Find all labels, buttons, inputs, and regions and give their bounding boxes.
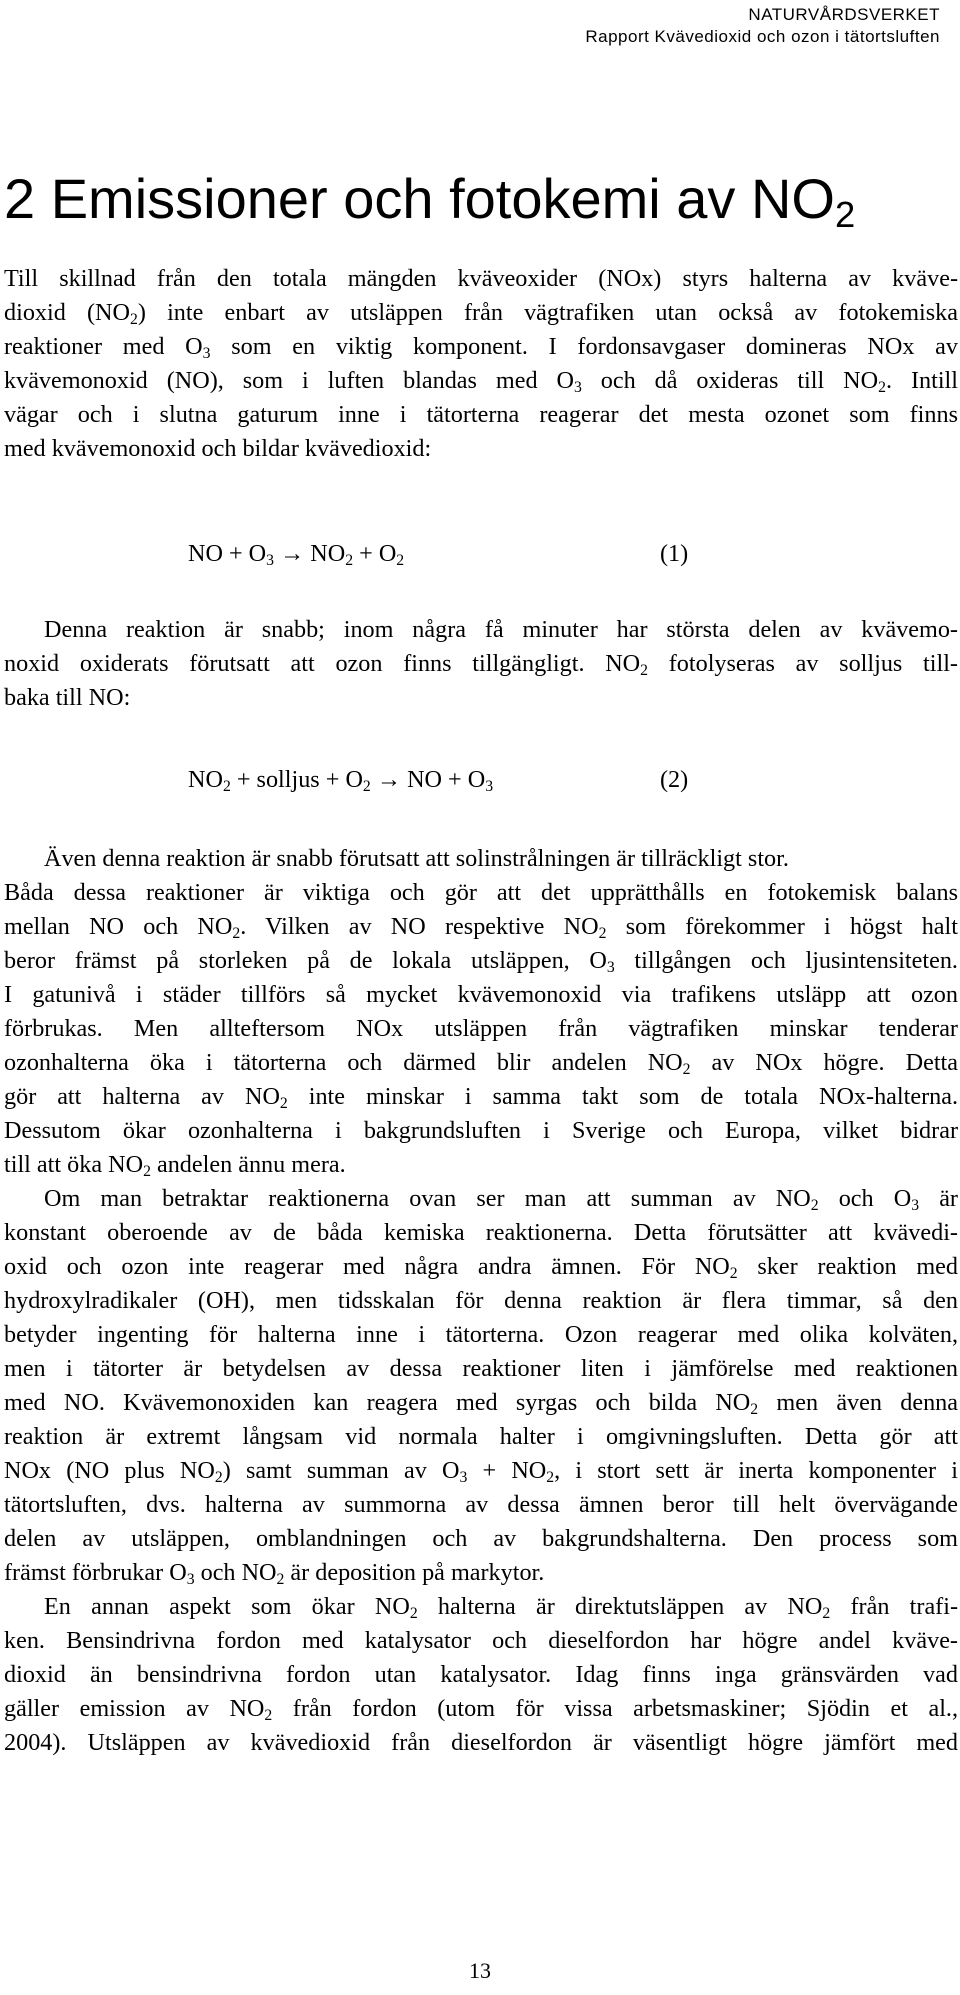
text-line: vägar och i slutna gaturum inne i tätorterna reagerar det mesta ozonet som finns <box>4 401 958 428</box>
running-header <box>585 4 940 48</box>
text-line: men i tätorter är betydelsen av dessa reaktioner liten i jämförelse med reaktionen <box>4 1355 958 1382</box>
equation-1-number: (1) <box>660 540 689 567</box>
text-line: I gatunivå i städer tillförs så mycket kvävemonoxid via trafikens utsläpp att ozon <box>4 981 958 1008</box>
text-line: förbrukas. Men allteftersom NOx utsläppen från vägtrafiken minskar tenderar <box>4 1015 958 1042</box>
text-line: hydroxylradikaler (OH), men tidsskalan för denna reaktion är flera timmar, så den <box>4 1287 958 1314</box>
text-line: mellan NO och $NO_2$. Vilken av NO respektive $NO_2$ som förekommer i högst halt <box>4 913 958 942</box>
text-line: betyder ingenting för halterna inne i tätorterna. Ozon reagerar med olika kolväten, <box>4 1321 958 1348</box>
text-line: NOx (NO plus $NO_2$) samt summan av $O_3 + NO_2$, i stort sett är inerta komponenter i <box>4 1457 958 1486</box>
equation-2: $NO_2$ + solljus + $O_2$ → NO + $O_3$ <box>188 766 494 795</box>
equation-2-number: (2) <box>660 766 689 793</box>
text-line: oxid och ozon inte reagerar med några andra ämnen. För $NO_2$ sker reaktion med <box>4 1253 958 1282</box>
text-line: delen av utsläppen, omblandningen och av bakgrundshalterna. Den process som <box>4 1525 958 1552</box>
text-line: konstant oberoende av de båda kemiska reaktionerna. Detta förutsätter att kvävedi- <box>4 1219 958 1246</box>
text-line: kvävemonoxid (NO), som i luften blandas med $O_3$ och då oxideras till $NO_2$. Intill <box>4 367 958 396</box>
text-line: baka till NO: <box>4 684 131 711</box>
heading-text: 2 Emissioner och fotokemi av NO <box>4 167 835 230</box>
text-line: ozonhalterna öka i tätorterna och därmed blir andelen $NO_2$ av NOx högre. Detta <box>4 1049 958 1078</box>
text-line: gör att halterna av $NO_2$ inte minskar i samma takt som de totala NOx-halterna. <box>4 1083 959 1112</box>
text-line: gäller emission av $NO_2$ från fordon (utom för vissa arbetsmaskiner; Sjödin et al., <box>4 1695 959 1724</box>
text-line: dioxid än bensindrivna fordon utan katalysator. Idag finns inga gränsvärden vad <box>4 1661 958 1688</box>
paragraph-1 <box>4 262 958 466</box>
text-line: främst förbrukar $O_3$ och $NO_2$ är deposition på markytor. <box>4 1559 545 1588</box>
text-line: beror främst på storleken på de lokala utsläppen, $O_3$ tillgången och ljusintensiteten. <box>4 947 958 976</box>
text-line: Om man betraktar reaktionerna ovan ser man att summan av $NO_2$ och $O_3$ är <box>44 1185 958 1214</box>
paragraph-5 <box>4 1590 958 1760</box>
text-line: En annan aspekt som ökar $NO_2$ halterna är direktutsläppen av $NO_2$ från trafi- <box>44 1593 959 1622</box>
section-heading <box>4 164 855 234</box>
header-report-title: Rapport Kvävedioxid och ozon i tätortsluften <box>585 27 940 46</box>
text-line: reaktioner med $O_3$ som en viktig komponent. I fordonsavgaser domineras NOx av <box>4 333 958 362</box>
text-line: med kvävemonoxid och bildar kvävedioxid: <box>4 435 432 462</box>
paragraph-3 <box>4 842 958 1182</box>
text-line: Dessutom ökar ozonhalterna i bakgrundsluften i Sverige och Europa, vilket bidrar <box>4 1117 958 1144</box>
heading-subscript: 2 <box>834 194 856 236</box>
text-line: Denna reaktion är snabb; inom några få minuter har största delen av kvävemo- <box>44 616 958 643</box>
text-line: ken. Bensindrivna fordon med katalysator och dieselfordon har högre andel kväve- <box>4 1627 958 1654</box>
page-number: 13 <box>469 1958 491 1983</box>
text-line: 2004). Utsläppen av kvävedioxid från dieselfordon är väsentligt högre jämfört med <box>4 1729 958 1756</box>
paragraph-4 <box>4 1182 958 1590</box>
paragraph-2 <box>4 613 958 715</box>
text-line: Även denna reaktion är snabb förutsatt att solinstrålningen är tillräckligt stor. <box>44 845 789 872</box>
text-line: Till skillnad från den totala mängden kväveoxider (NOx) styrs halterna av kväve- <box>4 265 958 292</box>
text-line: till att öka $NO_2$ andelen ännu mera. <box>4 1151 346 1180</box>
header-organization: NATURVÅRDSVERKET <box>748 5 940 24</box>
text-line: tätortsluften, dvs. halterna av summorna av dessa ämnen beror till helt övervägande <box>4 1491 958 1518</box>
text-line: Båda dessa reaktioner är viktiga och gör att det upprätthålls en fotokemisk balans <box>4 879 958 906</box>
text-line: dioxid $(NO_2)$ inte enbart av utsläppen från vägtrafiken utan också av fotokemiska <box>4 299 959 328</box>
equation-1: NO + $O_3 \to NO_2 + O_2$ <box>188 540 405 569</box>
text-line: med NO. Kvävemonoxiden kan reagera med syrgas och bilda $NO_2$ men även denna <box>4 1389 958 1418</box>
text-line: reaktion är extremt långsam vid normala halter i omgivningsluften. Detta gör att <box>4 1423 958 1450</box>
text-line: noxid oxiderats förutsatt att ozon finns tillgängligt. $NO_2$ fotolyseras av solljus till- <box>4 650 958 679</box>
